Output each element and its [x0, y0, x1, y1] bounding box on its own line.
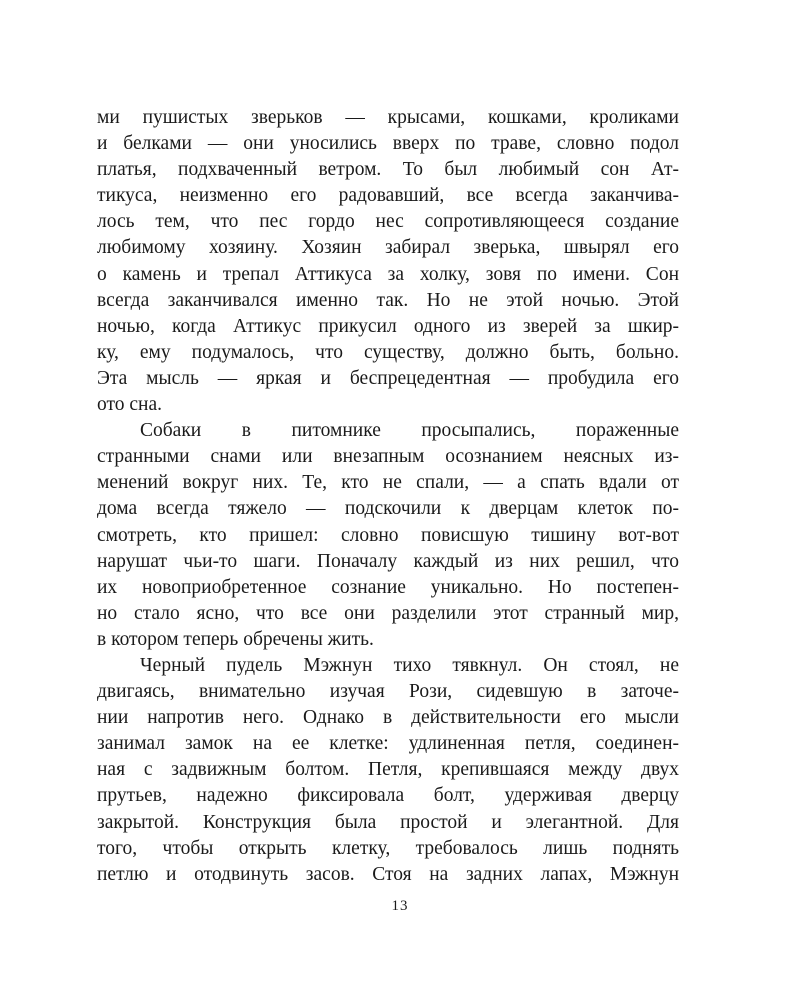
text-line: дома всегда тяжело — подскочили к дверцам клеток по- [97, 498, 679, 520]
text-line: нии напротив него. Однако в действительности его мысли [97, 707, 679, 729]
text-line: тикуса, неизменно его радовавший, все всегда заканчива- [97, 185, 679, 207]
text-line: но стало ясно, что все они разделили этот странный мир, [97, 602, 679, 624]
text-line: платья, подхваченный ветром. То был любимый сон Ат- [97, 159, 679, 181]
text-line: лось тем, что пес гордо нес сопротивляющееся создание [97, 211, 679, 233]
text-line: их новоприобретенное сознание уникально. Но постепен- [97, 576, 679, 598]
text-line: ото сна. [97, 394, 163, 416]
text-line: ку, ему подумалось, что существу, должно быть, больно. [97, 341, 679, 363]
text-line: смотреть, кто пришел: словно повисшую тишину вот-вот [97, 524, 679, 546]
text-line: в котором теперь обречены жить. [97, 628, 374, 650]
text-line: прутьев, надежно фиксировала болт, удерживая дверцу [97, 785, 679, 807]
text-line: занимал замок на ее клетке: удлиненная петля, соединен- [97, 733, 679, 755]
text-line: любимому хозяину. Хозяин забирал зверька, швырял его [97, 237, 679, 259]
text-line: ми пушистых зверьков — крысами, кошками, кроликами [97, 107, 679, 128]
text-line: Собаки в питомнике просыпались, пораженные [140, 420, 679, 442]
text-line: странными снами или внезапным осознанием неясных из- [97, 446, 679, 468]
text-line: двигаясь, внимательно изучая Рози, сидевшую в заточе- [97, 681, 679, 703]
text-line: Черный пудель Мэжнун тихо тявкнул. Он стоял, не [140, 654, 679, 676]
text-line: менений вокруг них. Те, кто не спали, — а спать вдали от [97, 472, 679, 494]
text-line: того, чтобы открыть клетку, требовалось лишь поднять [97, 837, 679, 859]
paragraph-2 [97, 418, 679, 653]
text-line: петлю и отодвинуть засов. Стоя на задних лапах, Мэжнун [97, 863, 679, 885]
paragraph-1 [97, 105, 679, 418]
text-line: ная с задвижным болтом. Петля, крепившаяся между двух [97, 759, 679, 781]
text-line: закрытой. Конструкция была простой и элегантной. Для [97, 811, 679, 833]
text-line: и белками — они уносились вверх по траве, словно подол [97, 133, 679, 155]
page-number: 13 [391, 898, 409, 914]
text-line: всегда заканчивался именно так. Но не этой ночью. Этой [97, 289, 679, 311]
text-line: Эта мысль — яркая и беспрецедентная — пробудила его [97, 367, 679, 389]
text-line: нарушат чьи-то шаги. Поначалу каждый из них решил, что [97, 550, 679, 572]
body-text [97, 105, 679, 888]
paragraph-3 [97, 653, 679, 888]
text-line: о камень и трепал Аттикуса за холку, зовя по имени. Сон [97, 263, 679, 285]
text-line: ночью, когда Аттикус прикусил одного из зверей за шкир- [97, 315, 679, 337]
